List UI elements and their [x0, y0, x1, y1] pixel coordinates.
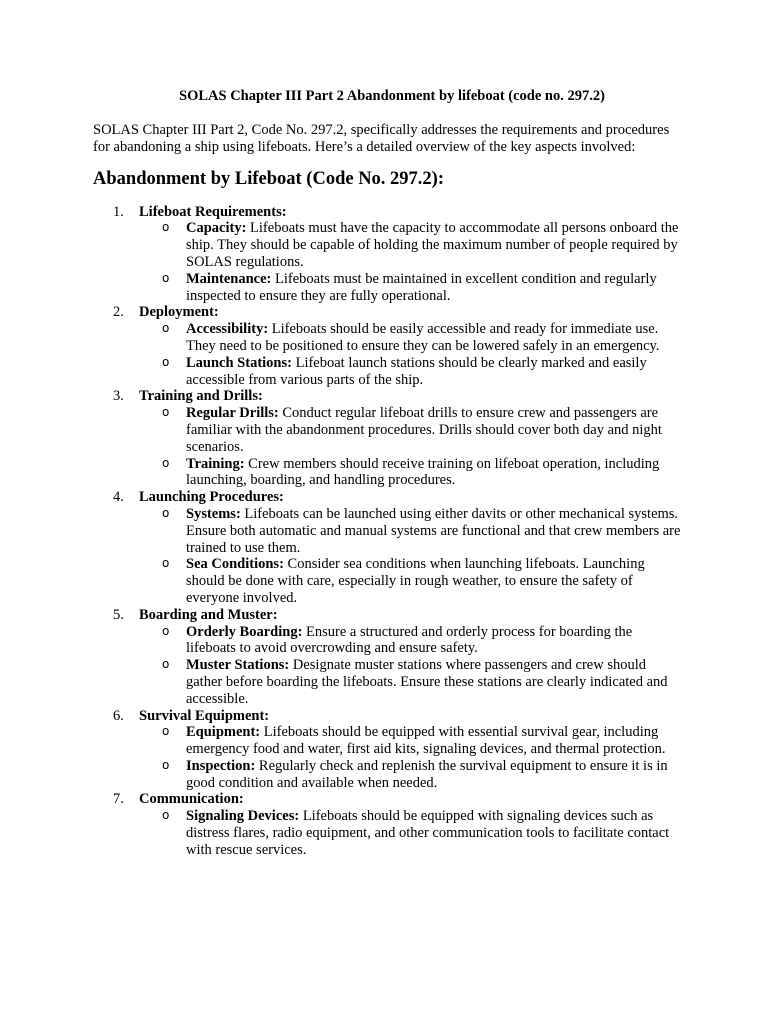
sub-list-item — [139, 724, 683, 758]
list-item-title: Survival Equipment: — [139, 707, 270, 724]
intro-paragraph: SOLAS Chapter III Part 2, Code No. 297.2, specifically addresses the requirements and procedures for abandoning a ship using lifeboats. Here’s a detailed overview of the key aspects involved: — [93, 122, 670, 155]
sub-item-label: Muster Stations: — [186, 657, 290, 674]
hollow-bullet-icon: o — [162, 321, 170, 336]
list-item-title: Boarding and Muster: — [139, 606, 278, 623]
hollow-bullet-icon: o — [162, 220, 170, 235]
sub-list-item — [139, 355, 683, 389]
sub-item-label: Orderly Boarding: — [186, 623, 303, 640]
hollow-bullet-icon: o — [162, 556, 170, 571]
sub-item-text: Ensure a structured and orderly process for boarding the lifeboats to avoid overcrowding and ensure safety. — [186, 623, 633, 657]
sub-item-label: Training: — [186, 455, 245, 472]
sub-item-label: Signaling Devices: — [186, 808, 300, 825]
sub-list — [139, 724, 683, 791]
sub-list-item — [139, 220, 683, 270]
sub-item-text: Lifeboats should be equipped with signaling devices such as distress flares, radio equipment, and other communication tools to facilitate contact with rescue services. — [186, 808, 670, 858]
sub-list-item — [139, 657, 683, 707]
hollow-bullet-icon: o — [162, 505, 170, 520]
sub-list-item — [139, 506, 683, 556]
list-item-title: Training and Drills: — [139, 388, 263, 405]
hollow-bullet-icon: o — [162, 657, 170, 672]
hollow-bullet-icon: o — [162, 455, 170, 470]
sub-item-label: Equipment: — [186, 724, 261, 741]
sub-item-text: Lifeboats should be equipped with essential survival gear, including emergency food and water, first aid kits, signaling devices, and thermal protection. — [186, 724, 666, 758]
sub-list — [139, 321, 683, 388]
sub-item-text: Crew members should receive training on lifeboat operation, including launching, boarding, and handling procedures. — [186, 455, 660, 489]
sub-item-label: Maintenance: — [186, 270, 272, 287]
list-item-number: 1. — [113, 203, 124, 220]
list-item — [93, 489, 683, 607]
sub-item-text: Lifeboats must be maintained in excellent condition and regularly inspected to ensure they are fully operational. — [186, 270, 657, 304]
sub-list-item — [139, 321, 683, 355]
sub-item-label: Launch Stations: — [186, 354, 292, 371]
sub-item-label: Accessibility: — [186, 321, 269, 338]
list-item-title: Launching Procedures: — [139, 489, 284, 506]
sub-item-text: Designate muster stations where passengers and crew should gather before boarding the lifeboats. Ensure these stations are clearly indicated and accessible. — [186, 657, 668, 707]
sub-item-label: Inspection: — [186, 757, 256, 774]
sub-item-label: Systems: — [186, 505, 241, 522]
sub-item-label: Capacity: — [186, 220, 247, 237]
sub-list-item — [139, 808, 683, 858]
section-heading: Abandonment by Lifeboat (Code No. 297.2): — [93, 168, 445, 189]
list-item — [93, 204, 683, 305]
sub-item-text: Lifeboats must have the capacity to accommodate all persons onboard the ship. They should be capable of holding the maximum number of people required by SOLAS regulations. — [186, 220, 679, 270]
sub-list — [139, 220, 683, 304]
hollow-bullet-icon: o — [162, 354, 170, 369]
hollow-bullet-icon: o — [162, 757, 170, 772]
sub-list-item — [139, 624, 683, 658]
document-page — [93, 88, 683, 859]
sub-list — [139, 506, 683, 607]
list-item-title: Communication: — [139, 791, 244, 808]
sub-list-item — [139, 456, 683, 490]
sub-list-item — [139, 271, 683, 305]
hollow-bullet-icon: o — [162, 405, 170, 420]
list-item-title: Deployment: — [139, 304, 219, 321]
hollow-bullet-icon: o — [162, 724, 170, 739]
list-item — [93, 791, 683, 858]
sub-item-text: Lifeboats should be easily accessible and ready for immediate use. They need to be positioned to ensure they can be lowered safely in an emergency. — [186, 321, 660, 354]
sub-list — [139, 808, 683, 858]
sub-item-text: Lifeboats can be launched using either davits or other mechanical systems. Ensure both automatic and manual systems are functional and that crew members are trained to use them. — [186, 505, 681, 556]
hollow-bullet-icon: o — [162, 808, 170, 823]
list-item — [93, 388, 683, 489]
sub-list — [139, 624, 683, 708]
sub-list-item — [139, 556, 683, 606]
list-item-title: Lifeboat Requirements: — [139, 203, 287, 220]
numbered-list — [93, 204, 683, 859]
list-item — [93, 304, 683, 388]
list-item-number: 5. — [113, 606, 124, 623]
list-item-number: 3. — [113, 388, 124, 405]
sub-item-text: Conduct regular lifeboat drills to ensure crew and passengers are familiar with the abandonment procedures. Drills should cover both day and night scenarios. — [186, 405, 662, 455]
sub-list-item — [139, 758, 683, 792]
sub-item-text: Regularly check and replenish the survival equipment to ensure it is in good condition and available when needed. — [186, 757, 668, 791]
sub-item-text: Consider sea conditions when launching lifeboats. Launching should be done with care, especially in rough weather, to ensure the safety of everyone involved. — [186, 556, 645, 606]
sub-list — [139, 405, 683, 489]
sub-item-label: Sea Conditions: — [186, 556, 284, 573]
document-title: SOLAS Chapter III Part 2 Abandonment by lifeboat (code no. 297.2) — [179, 88, 605, 104]
list-item — [93, 708, 683, 792]
hollow-bullet-icon: o — [162, 623, 170, 638]
sub-item-label: Regular Drills: — [186, 405, 279, 422]
list-item-number: 2. — [113, 304, 124, 321]
sub-list-item — [139, 405, 683, 455]
sub-item-text: Lifeboat launch stations should be clearly marked and easily accessible from various parts of the ship. — [186, 354, 647, 388]
list-item-number: 7. — [113, 791, 124, 808]
list-item — [93, 607, 683, 708]
hollow-bullet-icon: o — [162, 270, 170, 285]
list-item-number: 4. — [113, 489, 124, 506]
list-item-number: 6. — [113, 707, 124, 724]
